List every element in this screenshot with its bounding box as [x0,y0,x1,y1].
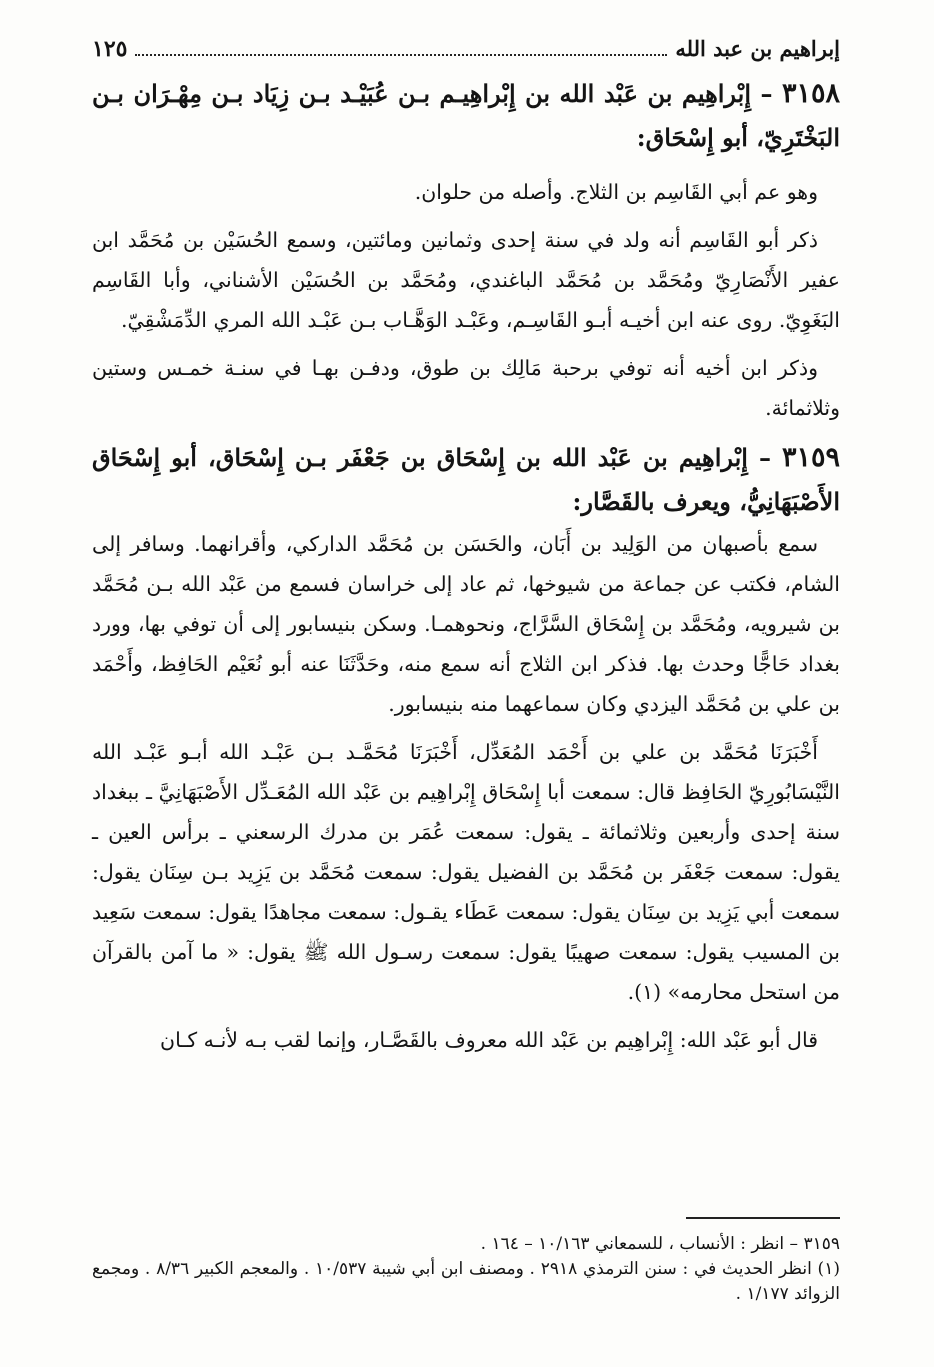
running-title: إبراهيم بن عبد الله [675,36,840,61]
entry-number: ٣١٥٨ [781,78,840,109]
footnote: (١) انظر الحديث في : سنن الترمذي ٢٩١٨ . ومصنف ابن أبي شيبة ١٠/٥٣٧ . والمعجم الكبير ٨/٣٦ . ومجمع الزوائد ١/١٧٧ . [92,1259,840,1304]
entry-paragraph: سمع بأصبهان من الوَلِيد بن أَبَان، والحَسَن بن مُحَمَّد الداركي، وأقرانهما. وسافر إلى الشام، فكتب عن جماعة من شيوخها، ثم عاد إلى خراسان فسمع من عَبْد الله بـن مُحَمَّد بن شيرويه، ومُحَمَّد بن إِسْحَاق السَّرَّاج، ونحوهمـا. وسكن بنيسابور إلى أن توفي بها، وورد بغداد حَاجًّا وحدث بها. فذكر ابن الثلاج أنه سمع منه، وحَدَّثَنَا عنه أبو نُعَيْم الحَافِظ، وأَحْمَد بن علي بن مُحَمَّد اليزدي وكان سماعهما منه بنيسابور. [92,532,840,716]
entry-paragraph: أَخْبَرَنَا مُحَمَّد بن علي بن أَحْمَد المُعَدِّل، أَخْبَرَنَا مُحَمَّـد بـن عَبْـد الله أبـو عَبْـد الله النَّيْسَابُورِيّ الحَافِظ قال: سمعت أبا إِسْحَاق إِبْراهِيم بن عَبْد الله المُعَـدِّل الأَصْبَهَانِيَّ ـ ببغداد سنة إحدى وأربعين وثلاثمائة ـ يقول: سمعت عُمَر بن مدرك الرسعني ـ برأس العين ـ يقول: سمعت جَعْفَر بن مُحَمَّد بن الفضيل يقول: سمعت مُحَمَّد بن يَزِيد بـن سِنَان يقول: سمعت أبي يَزِيد بن سِنَان يقول: سمعت عَطَاء يقـول: سمعت مجاهدًا يقول: سمعت سَعِيد بن المسيب يقول: سمعت صهيبًا يقول: سمعت رسـول الله ﷺ يقول: « ما آمن بالقرآن من استحل محارمه» (١). [92,740,840,1004]
entry-paragraph: وهو عم أبي القَاسِم بن الثلاج. وأصله من حلوان. [414,180,818,204]
entry-paragraph: وذكر ابن أخيه أنه توفي برحبة مَالِك بن طوق، ودفـن بهـا في سنـة خمـس وستين وثلاثمائة. [92,356,840,420]
footnote-separator [686,1217,840,1219]
entry-paragraph: ذكر أبو القَاسِم أنه ولد في سنة إحدى وثمانين ومائتين، وسمع الحُسَيْن بن مُحَمَّد ابن عفير الأَنْصَارِيّ ومُحَمَّد بن مُحَمَّد الباغندي، ومُحَمَّد بن الحُسَيْن الأشناني، وأبا القَاسِم البَغَوِيّ. روى عنه ابن أخيـه أبـو القَاسِـم، وعَبْـد الوَهَّـاب بـن عَبْـد الله المري الدِّمَشْقِيّ. [92,228,840,332]
header-dotted-leader [135,54,667,56]
entry-number: ٣١٥٩ [781,442,840,473]
footnotes [92,1232,840,1307]
page-number: ١٢٥ [92,36,128,62]
entry-heading: ٣١٥٨ – إِبْراهِيم بن عَبْد الله بن إِبْراهِيـم بـن عُبَيْـد بـن زِيَاد بـن مِهْـرَان بـن البَخْتَرِيّ، أبو إِسْحَاق: [92,78,840,152]
running-header [92,34,840,64]
entry-heading: ٣١٥٩ – إِبْراهِيم بن عَبْد الله بن إِسْحَاق بن جَعْفَر بـن إِسْحَاق، أبو إِسْحَاق الأَصْبَهَانِيُّ، ويعرف بالقَصَّار: [92,442,840,516]
entry-paragraph: قال أبو عَبْد الله: إِبْراهِيم بن عَبْد الله معروف بالقَصَّـار، وإنما لقب بـه لأنـه كـان [160,1028,818,1052]
footnote: ٣١٥٩ – انظر : الأنساب ، للسمعاني ١٠/١٦٣ – ١٦٤ . [480,1234,840,1254]
entry-title: إِبْراهِيم بن عَبْد الله بن إِبْراهِيـم بـن عُبَيْـد بـن زِيَاد بـن مِهْـرَان بـن البَخْتَرِيّ، أبو إِسْحَاق: [92,79,840,152]
entry-title: إِبْراهِيم بن عَبْد الله بن إِسْحَاق بن جَعْفَر بـن إِسْحَاق، أبو إِسْحَاق الأَصْبَهَانِيُّ، ويعرف بالقَصَّار: [92,443,840,516]
